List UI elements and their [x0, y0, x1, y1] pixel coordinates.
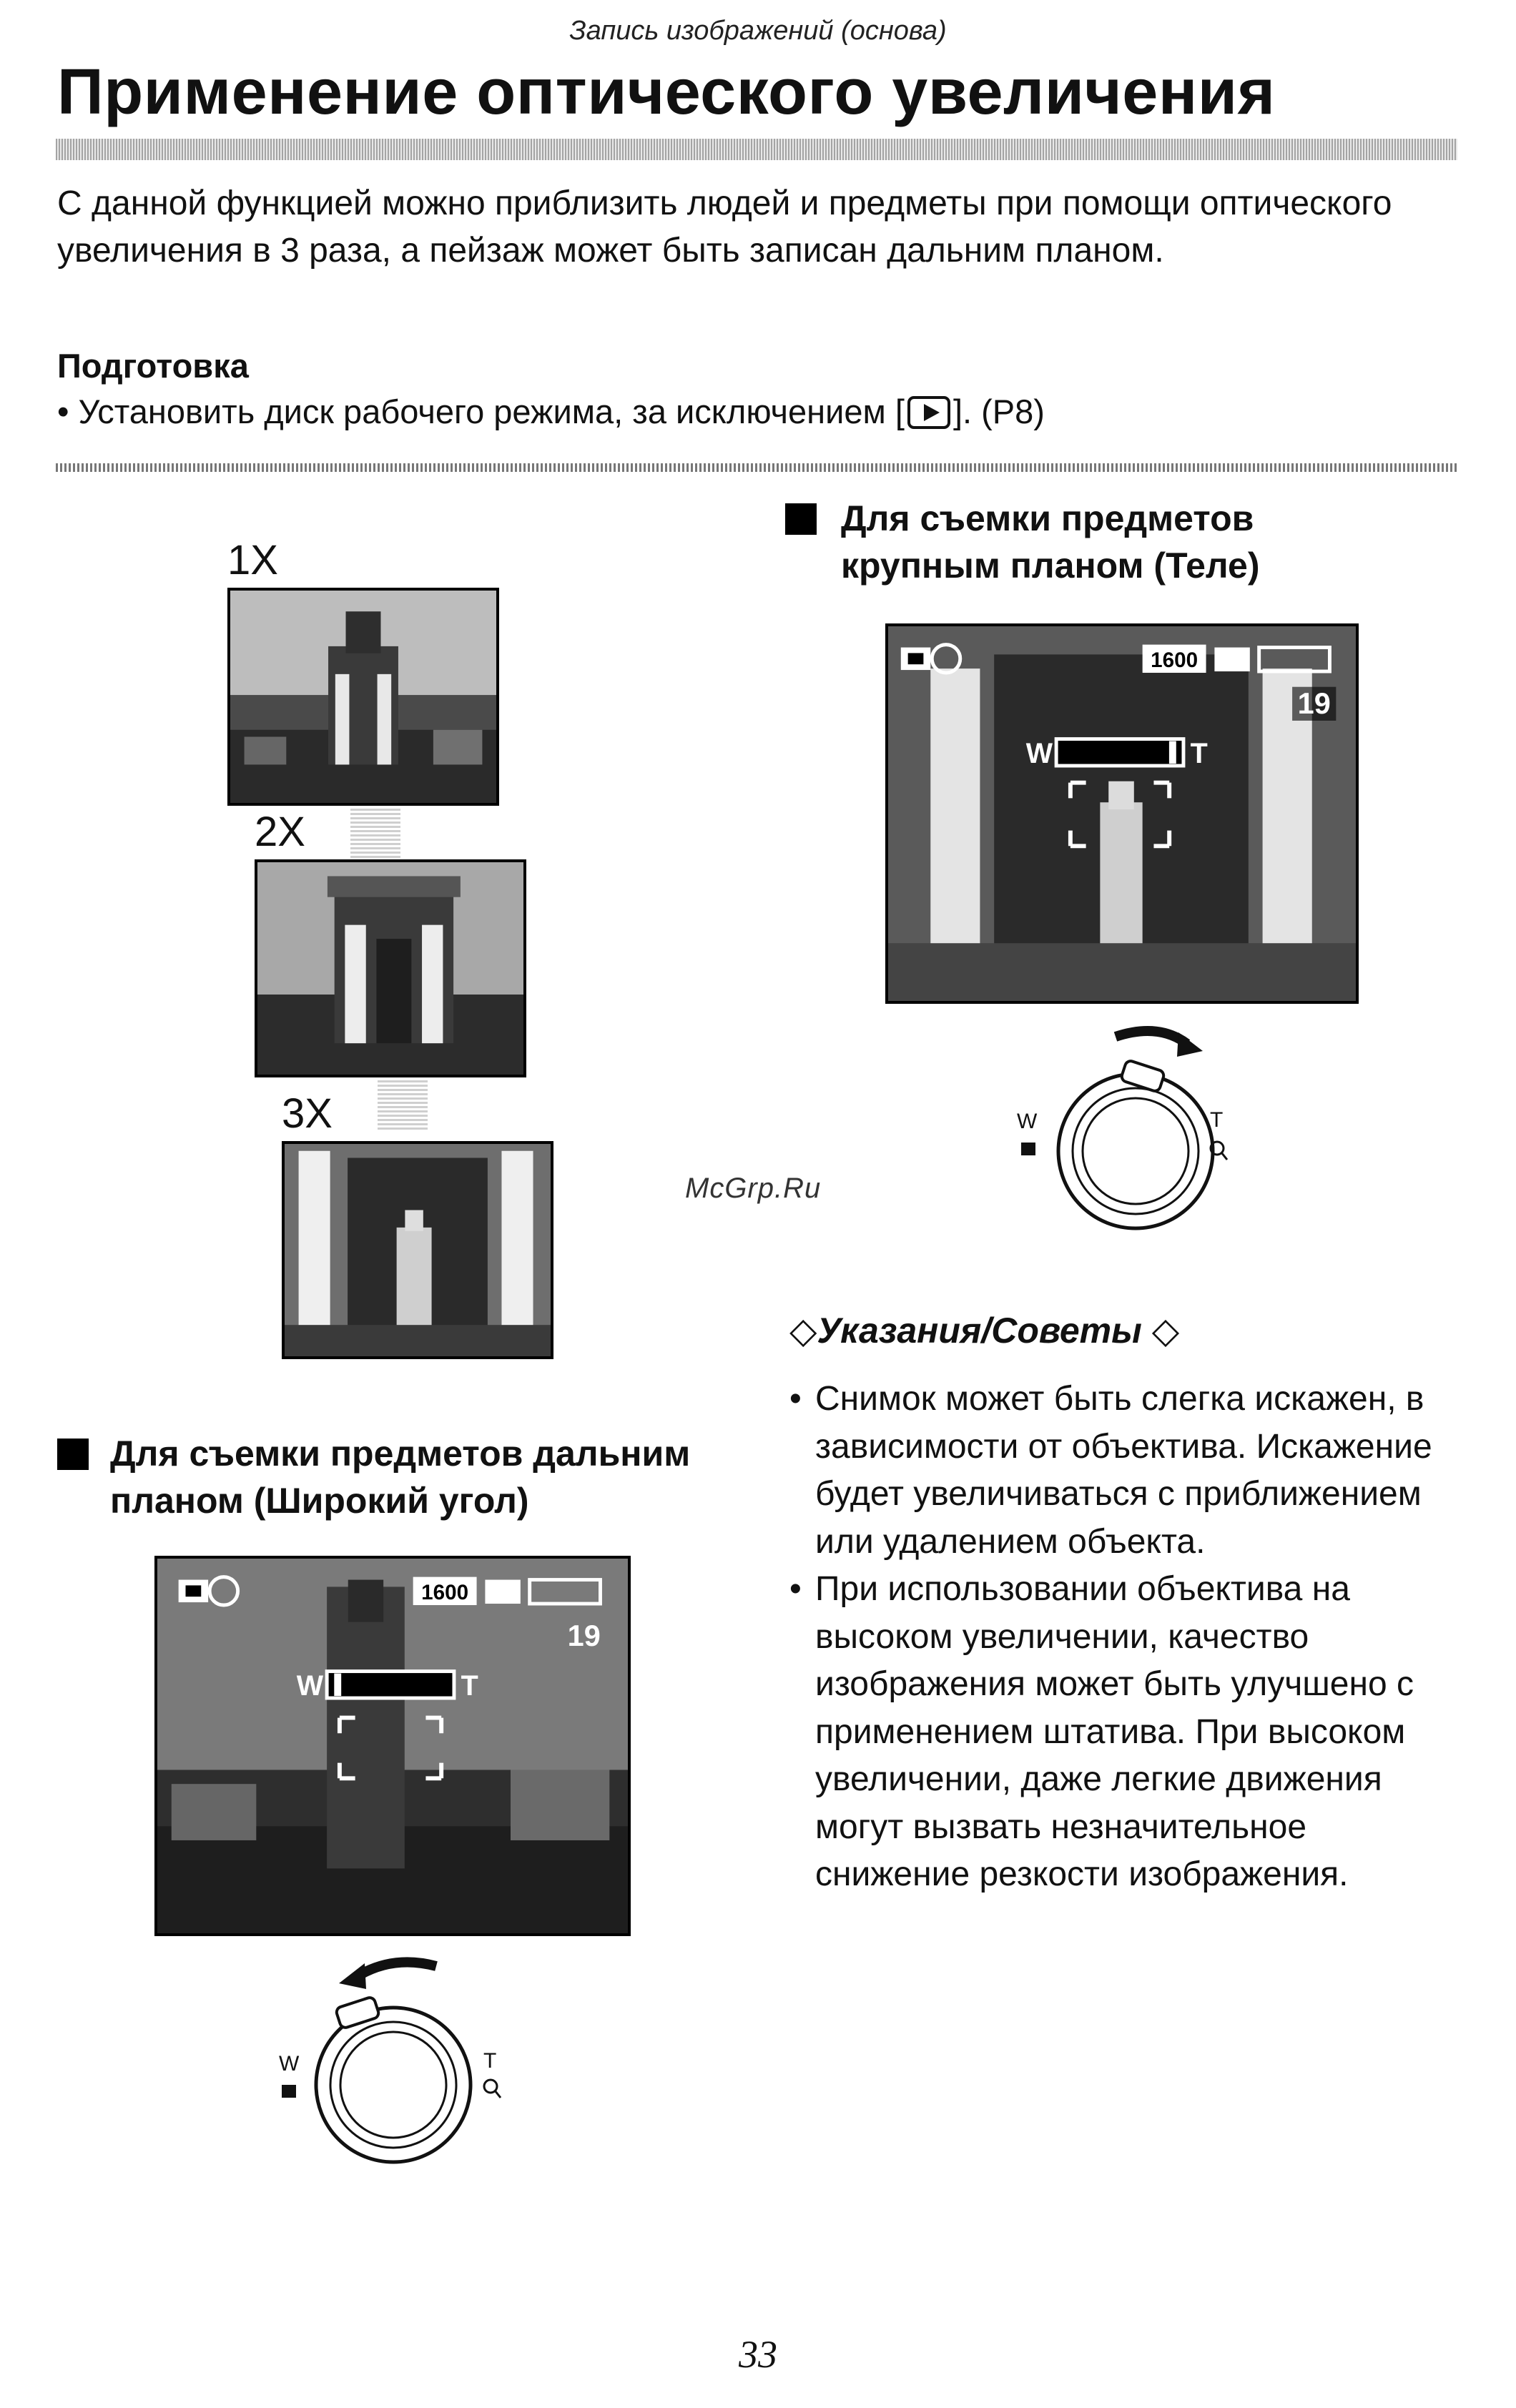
- tele-lcd-image: [888, 626, 1356, 1001]
- tele-heading-line1: Для съемки предметов: [841, 498, 1254, 538]
- wide-zoom-dial: [272, 1945, 515, 2188]
- section-caption: Запись изображений (основа): [569, 16, 947, 46]
- tele-zoom-w-label: W: [1025, 738, 1053, 770]
- wide-heading-line1: Для съемки предметов дальним: [110, 1434, 691, 1474]
- tele-heading-line2: крупным планом (Теле): [841, 546, 1260, 586]
- tele-zoom-bar: [1056, 739, 1183, 766]
- tele-lcd-screen: [885, 623, 1359, 1004]
- wide-arrow-head-icon: [339, 1963, 366, 1989]
- tele-zoom-t-label: T: [1190, 738, 1208, 770]
- watermark: McGrp.Ru: [685, 1173, 822, 1204]
- wide-heading-line2: планом (Широкий угол): [110, 1481, 529, 1521]
- zoom-arrow-2: [378, 1080, 428, 1130]
- wide-zoom-indicator: [334, 1674, 341, 1697]
- tele-arrow-head-icon: [1177, 1032, 1203, 1057]
- tele-shots-remaining: 19: [1297, 686, 1331, 721]
- shutter-button: [340, 2032, 446, 2138]
- tips-list: [789, 1376, 1462, 1899]
- tele-resolution-text: 1600: [1151, 648, 1198, 673]
- zoom-label-1x: 1X: [227, 537, 278, 583]
- wide-section-bullet-icon: [57, 1439, 89, 1470]
- wide-lcd-image: [157, 1559, 628, 1933]
- dial-t-label: T: [1210, 1108, 1224, 1132]
- page-number: 33: [739, 2333, 777, 2376]
- quality-icon: [1214, 648, 1249, 671]
- wide-zoom-w-label: W: [296, 1670, 324, 1702]
- title-underline: [56, 139, 1457, 160]
- tele-zoom-indicator: [1169, 741, 1176, 764]
- tip-item: • При использовании объектива на высоком увеличении, качество изображения может быть улучшено с применением штатива. При высоком увеличении, даже легкие движения могут вызвать незначительное снижение резкости изображения.: [789, 1566, 1462, 1899]
- wide-lcd-screen: [154, 1556, 631, 1936]
- preparation-text-after: ]. (P8): [953, 393, 1045, 430]
- dial-w-label: W: [279, 2052, 300, 2076]
- tip-item: • Снимок может быть слегка искажен, в зависимости от объектива. Искажение будет увеличиваться с приближением или удалением объекта.: [789, 1376, 1462, 1566]
- monument-far-image: [230, 591, 496, 803]
- wide-rotate-arrow: [358, 1962, 436, 1976]
- section-divider: [56, 463, 1457, 472]
- tele-section-heading: [841, 495, 1260, 589]
- monument-near-image: [285, 1144, 551, 1356]
- wide-grid-icon: [1021, 1143, 1035, 1155]
- playback-mode-icon: [907, 396, 950, 429]
- page-title: Применение оптического увеличения: [57, 56, 1276, 128]
- preparation-bullet: [57, 392, 1045, 431]
- wide-zoom-bar: [327, 1672, 454, 1698]
- wide-zoom-t-label: T: [461, 1670, 478, 1702]
- tele-section-bullet-icon: [785, 503, 817, 535]
- zoom-arrow-1: [350, 808, 400, 858]
- zoom-label-3x: 3X: [282, 1090, 333, 1137]
- wide-shots-remaining: 19: [567, 1619, 601, 1653]
- tips-heading: ◇Указания/Советы ◇: [789, 1311, 1180, 1351]
- zoom-photo-3x: [282, 1141, 553, 1359]
- preparation-text-before: • Установить диск рабочего режима, за исключением [: [57, 393, 905, 430]
- wide-grid-icon: [282, 2085, 296, 2098]
- zoom-photo-2x: [255, 859, 526, 1077]
- intro-paragraph: С данной функцией можно приблизить людей и предметы при помощи оптического увеличения в 3 раза, а пейзаж может быть записан дальним планом.: [57, 184, 1392, 270]
- shutter-button: [1083, 1098, 1188, 1204]
- wide-section-heading: [110, 1430, 690, 1524]
- zoom-label-2x: 2X: [255, 809, 305, 855]
- preparation-heading: Подготовка: [57, 347, 249, 385]
- zoom-photo-1x: [227, 588, 499, 806]
- monument-mid-image: [257, 862, 523, 1075]
- dial-t-label: T: [483, 2049, 497, 2073]
- wide-resolution-text: 1600: [421, 1581, 469, 1605]
- quality-icon: [485, 1580, 520, 1604]
- dial-w-label: W: [1017, 1110, 1038, 1133]
- tele-zoom-dial: [1001, 1015, 1244, 1244]
- tele-rotate-arrow: [1116, 1031, 1187, 1044]
